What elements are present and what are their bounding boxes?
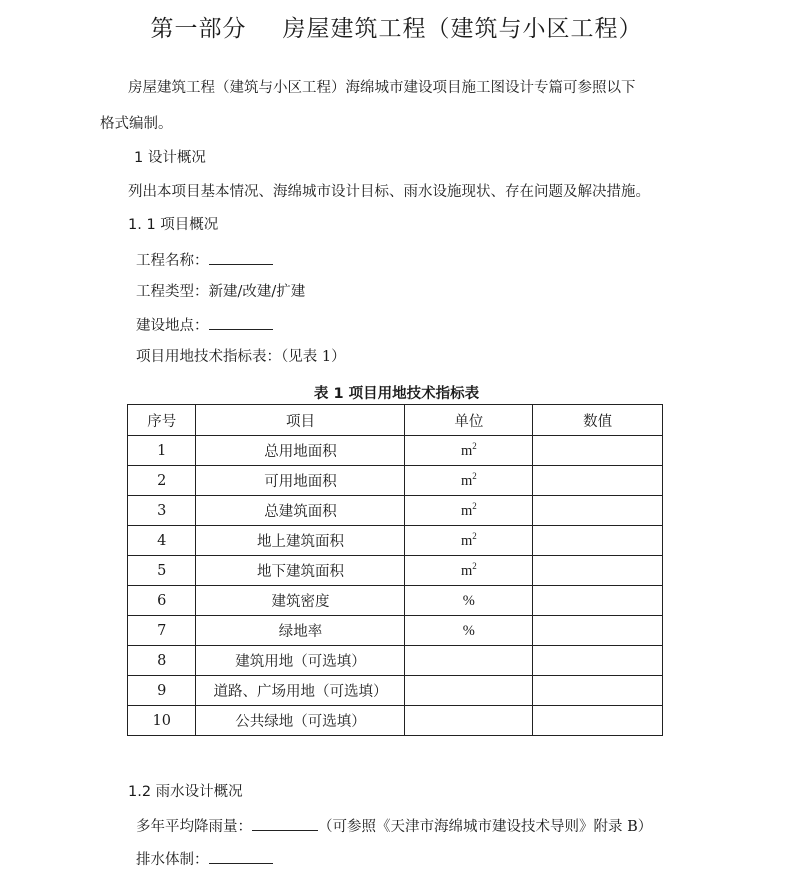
table-row xyxy=(128,436,663,466)
table-reference: 项目用地技术指标表：（见表 1） xyxy=(136,349,346,365)
project-name-blank xyxy=(209,250,273,265)
project-name-field xyxy=(136,250,273,271)
rainfall-field xyxy=(136,816,652,837)
drainage-field xyxy=(136,849,273,870)
row-unit xyxy=(405,706,533,736)
project-site-label: 建设地点： xyxy=(136,318,209,334)
header-no: 序号 xyxy=(128,405,196,436)
row-no: 6 xyxy=(128,586,196,616)
row-item: 公共绿地（可选填） xyxy=(196,706,405,736)
header-item: 项目 xyxy=(196,405,405,436)
rainfall-blank xyxy=(252,816,318,831)
row-item: 地下建筑面积 xyxy=(196,556,405,586)
row-value xyxy=(533,556,663,586)
row-unit: % xyxy=(405,616,533,646)
row-no: 5 xyxy=(128,556,196,586)
section-1-heading: 1 设计概况 xyxy=(134,150,206,166)
section-1-2-heading: 1.2 雨水设计概况 xyxy=(128,784,243,800)
page-title xyxy=(0,10,793,43)
row-item: 可用地面积 xyxy=(196,466,405,496)
drainage-label: 排水体制： xyxy=(136,852,209,868)
row-value xyxy=(533,646,663,676)
project-type-label: 工程类型：新建/改建/扩建 xyxy=(136,284,306,300)
row-no: 7 xyxy=(128,616,196,646)
rainfall-label: 多年平均降雨量： xyxy=(136,819,252,835)
row-value xyxy=(533,496,663,526)
land-index-table xyxy=(127,404,663,736)
table-row xyxy=(128,556,663,586)
row-unit: $m^2$ xyxy=(405,556,533,586)
row-no: 1 xyxy=(128,436,196,466)
row-unit xyxy=(405,646,533,676)
row-item: 道路、广场用地（可选填） xyxy=(196,676,405,706)
row-item: 绿地率 xyxy=(196,616,405,646)
section-1-description: 列出本项目基本情况、海绵城市设计目标、雨水设施现状、存在问题及解决措施。 xyxy=(128,184,650,200)
intro-line-2: 格式编制。 xyxy=(100,116,173,132)
row-item: 总建筑面积 xyxy=(196,496,405,526)
row-unit: $m^2$ xyxy=(405,496,533,526)
row-value xyxy=(533,526,663,556)
row-unit: $m^2$ xyxy=(405,526,533,556)
row-unit xyxy=(405,676,533,706)
row-no: 8 xyxy=(128,646,196,676)
project-name-label: 工程名称： xyxy=(136,253,209,269)
table-row xyxy=(128,496,663,526)
project-site-field xyxy=(136,315,273,336)
row-value xyxy=(533,616,663,646)
section-1-1-heading: 1. 1 项目概况 xyxy=(128,217,219,233)
table-row xyxy=(128,466,663,496)
drainage-blank xyxy=(209,849,273,864)
header-unit: 单位 xyxy=(405,405,533,436)
row-no: 3 xyxy=(128,496,196,526)
table-row xyxy=(128,646,663,676)
table-row xyxy=(128,706,663,736)
table-row xyxy=(128,676,663,706)
row-item: 总用地面积 xyxy=(196,436,405,466)
table-caption: 表 1 项目用地技术指标表 xyxy=(313,386,480,402)
rainfall-note: （可参照《天津市海绵城市建设技术导则》附录 B） xyxy=(318,819,653,835)
row-value xyxy=(533,466,663,496)
row-value xyxy=(533,586,663,616)
intro-line-1: 房屋建筑工程（建筑与小区工程）海绵城市建设项目施工图设计专篇可参照以下 xyxy=(128,80,636,96)
row-unit: % xyxy=(405,586,533,616)
table-row xyxy=(128,616,663,646)
table-row xyxy=(128,586,663,616)
row-value xyxy=(533,436,663,466)
row-value xyxy=(533,706,663,736)
row-no: 2 xyxy=(128,466,196,496)
row-unit: $m^2$ xyxy=(405,436,533,466)
row-item: 建筑密度 xyxy=(196,586,405,616)
row-item: 建筑用地（可选填） xyxy=(196,646,405,676)
part-name: 房屋建筑工程（建筑与小区工程） xyxy=(282,16,643,42)
row-unit: $m^2$ xyxy=(405,466,533,496)
part-label: 第一部分 xyxy=(150,16,247,42)
row-item: 地上建筑面积 xyxy=(196,526,405,556)
row-no: 4 xyxy=(128,526,196,556)
row-value xyxy=(533,676,663,706)
row-no: 10 xyxy=(128,706,196,736)
header-value: 数值 xyxy=(533,405,663,436)
table-row xyxy=(128,526,663,556)
project-site-blank xyxy=(209,315,273,330)
table-header-row xyxy=(128,405,663,436)
row-no: 9 xyxy=(128,676,196,706)
